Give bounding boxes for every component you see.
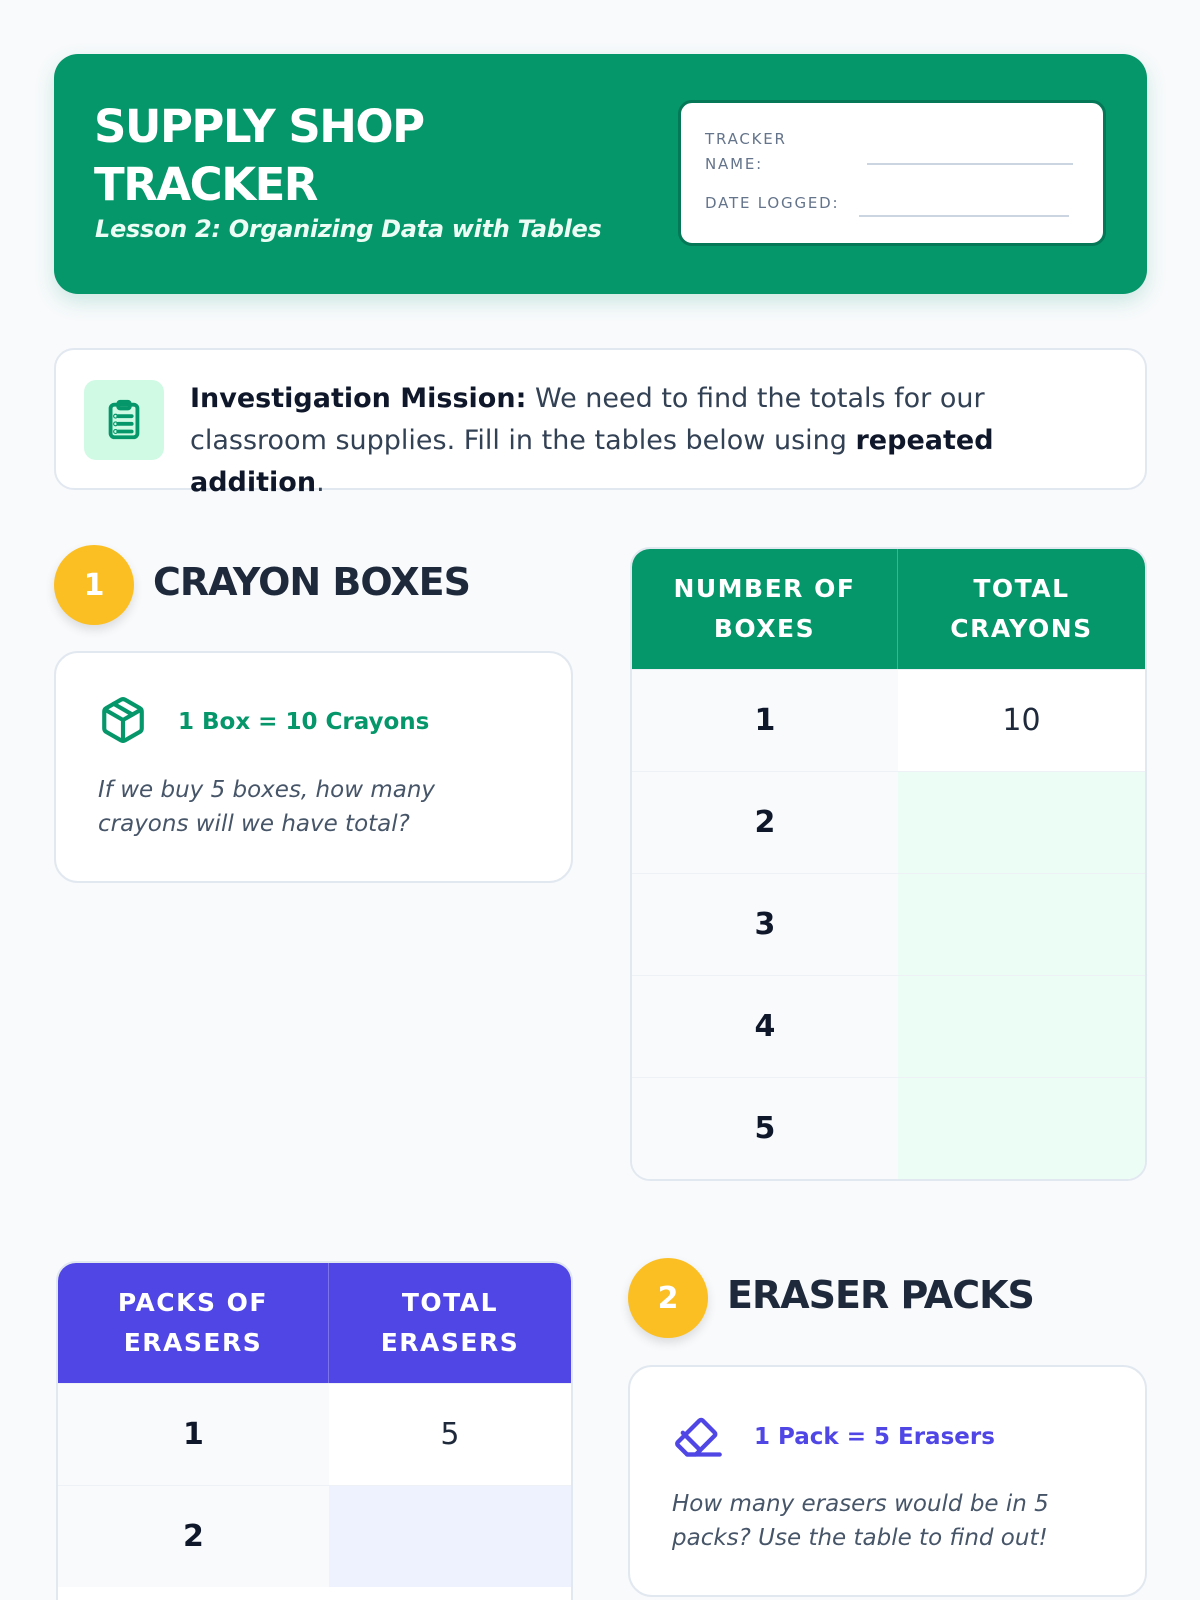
total-input[interactable]: [329, 1486, 571, 1587]
total-input[interactable]: [898, 874, 1145, 975]
mission-lead: Investigation Mission:: [190, 383, 527, 414]
total-input[interactable]: [898, 976, 1145, 1077]
crayon-rule: 1 Box = 10 Crayons: [178, 709, 430, 735]
eraser-col-packs: PACKS OF ERASERS: [58, 1263, 329, 1383]
crayon-col-boxes: NUMBER OF BOXES: [632, 549, 898, 669]
eraser-question: How many erasers would be in 5 packs? Use the table to find out!: [672, 1491, 1049, 1551]
date-logged-label: DATE LOGGED:: [705, 194, 840, 212]
table-row: [632, 771, 1145, 873]
page-title: SUPPLY SHOP TRACKER: [94, 100, 424, 211]
date-logged-field[interactable]: [859, 215, 1069, 217]
table-row: [58, 1383, 571, 1485]
row-number: 2: [632, 772, 898, 873]
mission-body: We need to find the totals for our classroom supplies. Fill in the tables below using: [190, 383, 985, 456]
row-number: 4: [632, 976, 898, 1077]
section-title-crayons: CRAYON BOXES: [153, 560, 470, 604]
mission-text: [190, 378, 1110, 504]
eraser-col-total: TOTAL ERASERS: [380, 1288, 520, 1357]
lesson-subtitle: Lesson 2: Organizing Data with Tables: [95, 215, 602, 243]
clipboard-icon: [84, 380, 164, 460]
step-badge-1: 1: [54, 545, 134, 625]
table-row: [632, 873, 1145, 975]
table-row: [632, 669, 1145, 771]
table-row: [58, 1485, 571, 1587]
eraser-rule: 1 Pack = 5 Erasers: [754, 1424, 995, 1450]
row-number: 3: [632, 874, 898, 975]
total-value: 10: [898, 670, 1145, 771]
total-input[interactable]: [898, 772, 1145, 873]
eraser-table-body: [58, 1383, 571, 1587]
total-value: 5: [329, 1384, 571, 1485]
crayon-table: [630, 547, 1147, 1181]
section-title-erasers: ERASER PACKS: [727, 1273, 1034, 1317]
tracker-card: [678, 100, 1106, 246]
box-icon: [98, 695, 148, 749]
crayon-table-body: [632, 669, 1145, 1179]
tracker-name-field[interactable]: [867, 163, 1073, 165]
table-row: [632, 1077, 1145, 1179]
header-banner: [54, 54, 1147, 294]
eraser-info-card: [628, 1365, 1147, 1597]
row-number: 5: [632, 1078, 898, 1179]
crayon-question: If we buy 5 boxes, how many crayons will we have total?: [98, 777, 436, 837]
total-input[interactable]: [898, 1078, 1145, 1179]
tracker-name-label: TRACKER NAME:: [705, 130, 787, 173]
mission-emphasis: repeated addition: [190, 425, 994, 498]
step-badge-2: 2: [628, 1258, 708, 1338]
eraser-icon: [672, 1409, 724, 1465]
row-number: 2: [58, 1486, 329, 1587]
mission-callout: [54, 348, 1147, 498]
crayon-info-card: [54, 651, 573, 883]
row-number: 1: [632, 670, 898, 771]
crayon-col-total: TOTAL CRAYONS: [950, 574, 1093, 643]
table-row: [632, 975, 1145, 1077]
mission-end: .: [316, 467, 325, 498]
row-number: 1: [58, 1384, 329, 1485]
eraser-table: [56, 1261, 573, 1600]
